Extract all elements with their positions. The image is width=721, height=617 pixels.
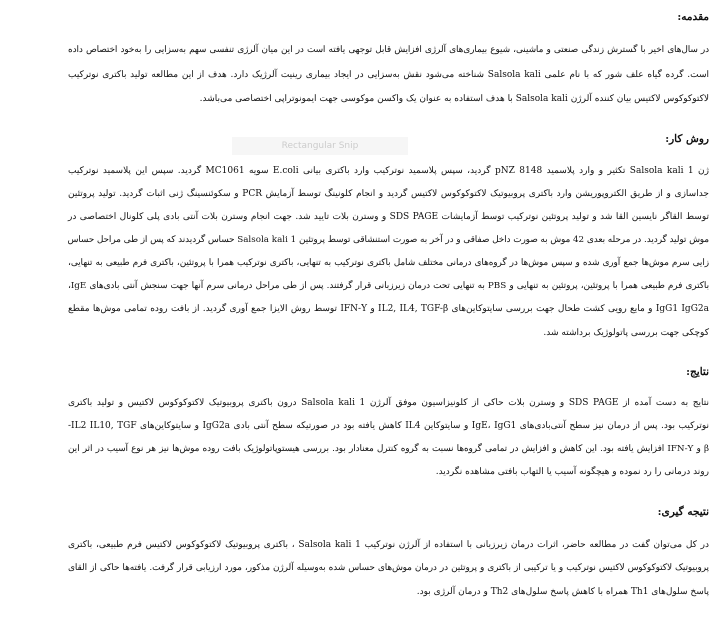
section-heading-methods: روش کار: (665, 133, 709, 145)
paragraph-line: پروبیوتیک لاکتوکوکوس لاکتیس نوترکیب و یا ترکیبی از باکتری و پروتئین در درمان موش‌های حساس شده به‌وسیله آلرژن مذکور، مورد ارزیابی قرار گرفت. یافته‌ها حاکی از القای (68, 563, 709, 573)
paragraph-line: لاکتوکوکوس لاکتیس بیان کننده آلرژن Salsola kali با هدف استفاده به عنوان یک واکسن موکوسی جهت ایمونوتراپی اختصاصی می‌باشد. (199, 94, 709, 104)
paragraph-line: است. گرده گیاه علف شور که با نام علمی Salsola kali شناخته می‌شود نقش به‌سزایی در ایجاد بیماری رینیت آلرژیک دارد. هدف از این مطالعه تولید باکتری نوترکیب (68, 70, 709, 80)
section-heading-conclusion: نتیجه گیری: (657, 506, 709, 518)
paragraph-line: جداسازی و از طریق الکتروپوریشن وارد باکتری پروبیوتیک لاکتوکوکوس لاکتیس گردید و انجام کلونینگ توسط آزمایش PCR و سکوئنسینگ ژنی اثبات گردید. تولید پروتئین (68, 189, 709, 199)
paragraph-line: توسط القاگر نایسین القا شد و تولید پروتئین نوترکیب توسط آزمایشات SDS PAGE و وسترن بلات تایید شد. جهت انجام وسترن بلات آنتی بادی پلی کلونال اختصاصی در (68, 212, 709, 222)
paragraph-line: ژن Salsola kali 1 تکثیر و وارد پلاسمید pNZ 8148 گردید، سپس پلاسمید نوترکیب وارد باکتری بیانی E.coli سویه MC1061 گردید. سپس این پلاسمید نوترکیب (68, 166, 709, 176)
paragraph-line: کوچکی جهت بررسی پاتولوژیک برداشته شد. (543, 328, 709, 338)
section-heading-results: نتایج: (686, 366, 709, 378)
paragraph-line: در سال‌های اخیر با گسترش زندگی صنعتی و ماشینی، شیوع بیماری‌های آلرژی افزایش قابل توجهی یافته است در این میان آلرژی تنفسی سهم به‌سزایی را به‌خود اختصاص داده (68, 45, 709, 55)
paragraph-line: زایی سرم موش‌ها جمع آوری شده و سپس موش‌ها در گروه‌های درمانی مختلف شامل باکتری نوترکیب به تنهایی، باکتری نوترکیب همرا با پروتئین، باکتری فرم طبیعی به تنهایی، (68, 258, 709, 268)
paragraph-line: نوترکیب بود. پس از درمان نیز سطح آنتی‌بادی‌های IgE، IgG1 و سایتوکاین IL4 کاهش یافته بود در صورتیکه سطح آنتی بادی IgG2a و سایتوکاین‌های IL2 IL10, TGF- (68, 421, 710, 431)
paragraph-line: در کل می‌توان گفت در مطالعه حاضر، اثرات درمان زیرزبانی با استفاده از آلرژن نوترکیب Salsola kali 1 ، باکتری پروبیوتیک لاکتوکوکوس لاکتیس فرم طبیعی، باکتری (68, 540, 710, 550)
paragraph-line: پاسخ سلول‌های Th1 همراه با کاهش پاسخ سلول‌های Th2 و درمان آلرژی بود. (416, 587, 709, 597)
paragraph-line: نتایج به دست آمده از SDS PAGE و وسترن بلات حاکی از کلونیزاسیون موفق آلرژن Salsola kali 1 درون باکتری پروبیوتیک لاکتوکوکوس لاکتیس و تولید باکتری (68, 398, 709, 408)
snip-watermark: Rectangular Snip (232, 137, 408, 155)
paragraph-line: IgG1 IgG2a و مایع رویی کشت طحال جهت بررسی سایتوکاین‌های IL2, IL4, TGF-β و IFN-Υ توسط روش الایزا جمع آوری گردید. از بافت روده تمامی موش‌ها مقطع (68, 304, 709, 314)
paragraph-line: باکتری فرم طبیعی همرا با پروتئین، پروتئین به تنهایی و PBS به تنهایی تحت درمان زیرزبانی قرار گرفتند. پس از طی مراحل درمانی سرم آنها جهت سنجش آنتی بادی‌های IgE، (68, 281, 710, 291)
paragraph-line: موش تولید گردید. در مرحله بعدی 42 موش به صورت داخل صفاقی و در آخر به صورت استنشاقی توسط پروتئین Salsola kali 1 حساس گردیدند که پس از طی مراحل حساس (67, 235, 709, 245)
paragraph-line: β و IFN-Υ افزایش یافته بود. این کاهش و افزایش در تمامی گروه‌ها نسبت به گروه کنترل معنادار بود. بررسی هیستوپاتولوژیک بافت روده موش‌ها نیز هر نوع آسیب در اثر این (68, 444, 709, 454)
paragraph-line: روند درمانی را رد نموده و هیچگونه آسیب یا التهاب بافتی مشاهده نگردید. (435, 467, 709, 477)
section-heading-introduction: مقدمه: (677, 11, 709, 23)
